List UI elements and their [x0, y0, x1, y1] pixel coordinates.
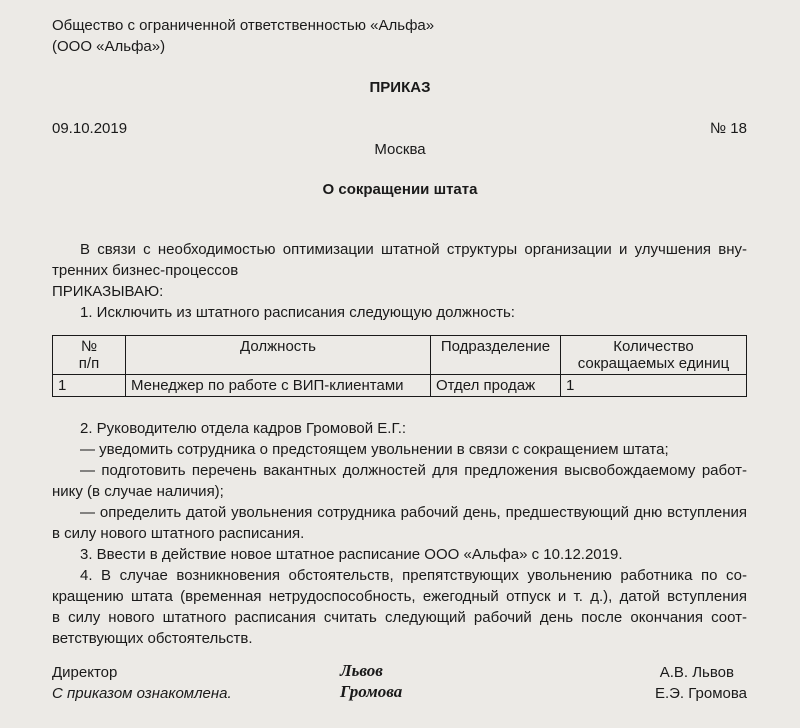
table-row	[53, 375, 747, 397]
preamble-line1: В связи с необходимостью оптимизации штатной структуры организации и улучшения вну-	[80, 241, 747, 258]
cell-department: Отдел продаж	[431, 375, 561, 397]
item-2-bullet-3: — определить датой увольнения сотрудника рабочий день, предшествующий дню вступления	[80, 504, 747, 521]
item-2-bullet-1: — уведомить сотрудника о предстоящем увольнении в связи с сокращением штата;	[80, 441, 669, 458]
header-count: Количество сокращаемых единиц	[561, 336, 747, 375]
header-position: Должность	[126, 336, 431, 375]
header-department: Подразделение	[431, 336, 561, 375]
item-2	[52, 418, 747, 649]
doc-date: 09.10.2019	[52, 120, 128, 137]
doc-number: № 18	[710, 120, 747, 137]
org-short-name: (ООО «Альфа»)	[52, 38, 166, 55]
ack-signature: Громова	[340, 682, 403, 701]
item-4-line4: ветствующих обстоятельств.	[52, 630, 253, 647]
order-word: ПРИКАЗЫВАЮ:	[52, 283, 164, 300]
item-1: 1. Исключить из штатного расписания следующую должность:	[80, 304, 515, 321]
preamble-line2: тренних бизнес-процессов	[52, 262, 239, 279]
doc-type: ПРИКАЗ	[369, 79, 431, 96]
item-4-line1: 4. В случае возникновения обстоятельств, препятствующих увольнению работника по со-	[80, 567, 747, 584]
director-label: Директор	[52, 664, 118, 681]
doc-city: Москва	[374, 141, 426, 158]
header-num: № п/п	[53, 336, 126, 375]
item-3: 3. Ввести в действие новое штатное расписание ООО «Альфа» с 10.12.2019.	[80, 546, 623, 563]
item-2-bullet-2-cont: нику (в случае наличия);	[52, 483, 224, 500]
ack-name: Е.Э. Громова	[654, 685, 747, 702]
item-4-line2: кращению штата (временная нетрудоспособность, ежегодный отпуск и т. д.), датой вступления	[52, 588, 747, 605]
director-signature: Львов	[340, 661, 383, 680]
preamble	[52, 239, 747, 323]
cell-num: 1	[53, 375, 126, 397]
staff-table	[52, 335, 747, 397]
cell-count: 1	[561, 375, 747, 397]
table-header-row	[53, 336, 747, 375]
ack-label: С приказом ознакомлена.	[52, 685, 232, 702]
cell-position: Менеджер по работе с ВИП-клиентами	[126, 375, 431, 397]
doc-subject: О сокращении штата	[322, 181, 478, 198]
org-full-name: Общество с ограниченной ответственностью «Альфа»	[52, 17, 435, 34]
item-2-bullet-2: — подготовить перечень вакантных должностей для предложения высвобождаемому работ-	[80, 462, 747, 479]
director-name: А.В. Львов	[659, 664, 734, 681]
item-4-line3: в силу нового штатного расписания считать следующий рабочий день после окончания соот-	[52, 609, 747, 626]
item-2-intro: 2. Руководителю отдела кадров Громовой Е.Г.:	[80, 420, 407, 437]
item-2-bullet-3-cont: в силу нового штатного расписания.	[52, 525, 305, 542]
